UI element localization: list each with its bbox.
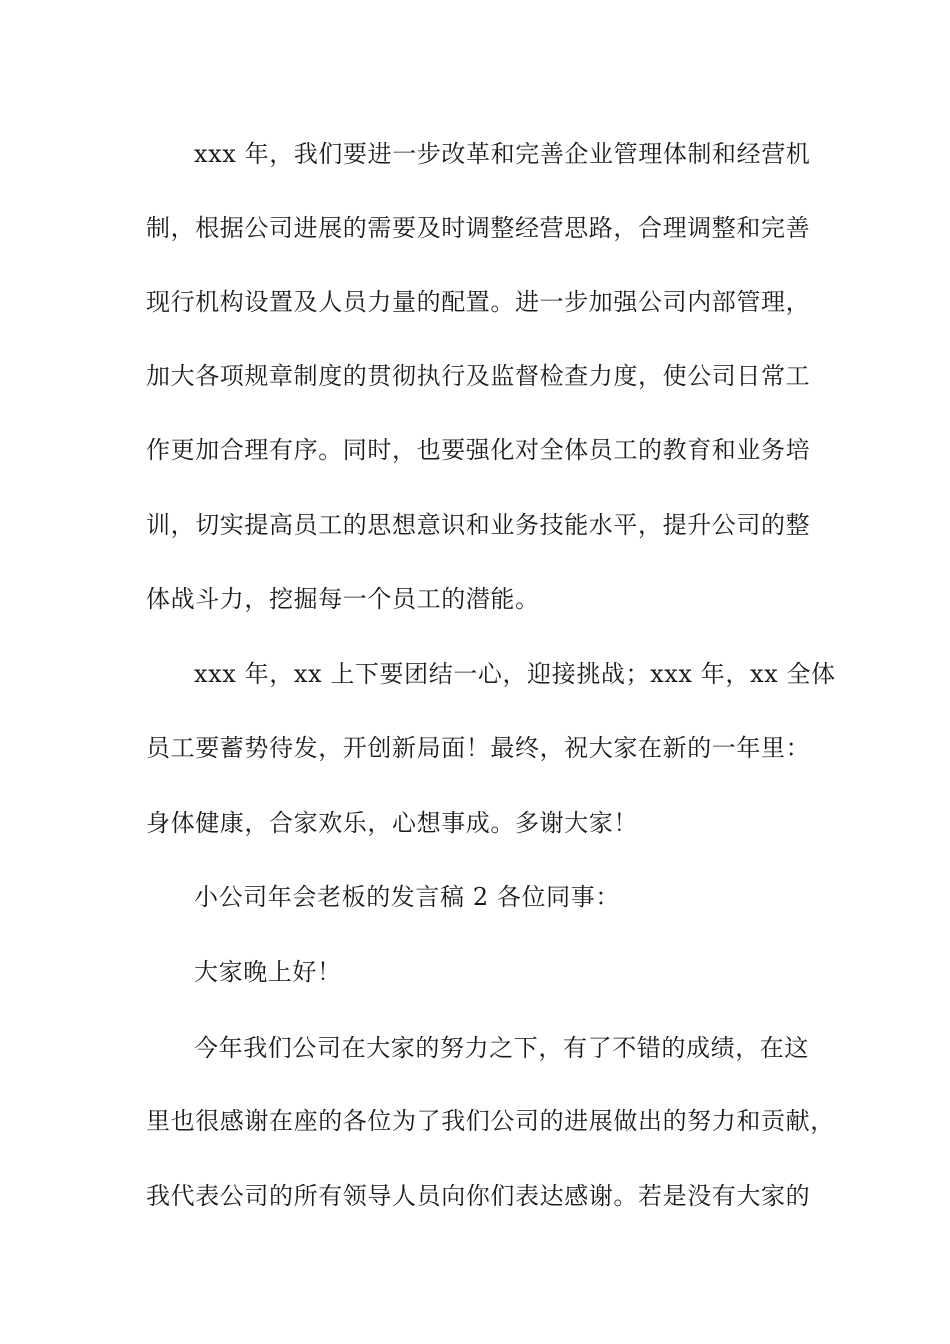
text-line: xxx 年，我们要进一步改革和完善企业管理体制和经营机 [194, 140, 811, 168]
text-line: 体战斗力，挖掘每一个员工的潜能。 [146, 585, 540, 613]
text-line: 员工要蓄势待发，开创新局面！最终，祝大家在新的一年里： [146, 734, 811, 762]
text-line: 大家晚上好！ [194, 958, 342, 986]
text-line: 制，根据公司进展的需要及时调整经营思路，合理调整和完善 [146, 214, 811, 242]
text-line: 训，切实提高员工的思想意识和业务技能水平，提升公司的整 [146, 511, 811, 539]
text-line: 我代表公司的所有领导人员向你们表达感谢。若是没有大家的 [146, 1182, 811, 1210]
text-line: 加大各项规章制度的贯彻执行及监督检查力度，使公司日常工 [146, 362, 811, 390]
text-line: xxx 年，xx 上下要团结一心，迎接挑战；xxx 年，xx 全体 [194, 660, 836, 688]
text-line: 作更加合理有序。同时，也要强化对全体员工的教育和业务培 [146, 436, 811, 464]
text-line: 身体健康，合家欢乐，心想事成。多谢大家！ [146, 809, 638, 837]
text-line: 今年我们公司在大家的努力之下，有了不错的成绩，在这 [194, 1034, 809, 1062]
text-line: 现行机构设置及人员力量的配置。进一步加强公司内部管理， [146, 288, 811, 316]
text-line: 小公司年会老板的发言稿 2 各位同事： [194, 883, 620, 911]
text-line: 里也很感谢在座的各位为了我们公司的进展做出的努力和贡献， [146, 1107, 835, 1135]
